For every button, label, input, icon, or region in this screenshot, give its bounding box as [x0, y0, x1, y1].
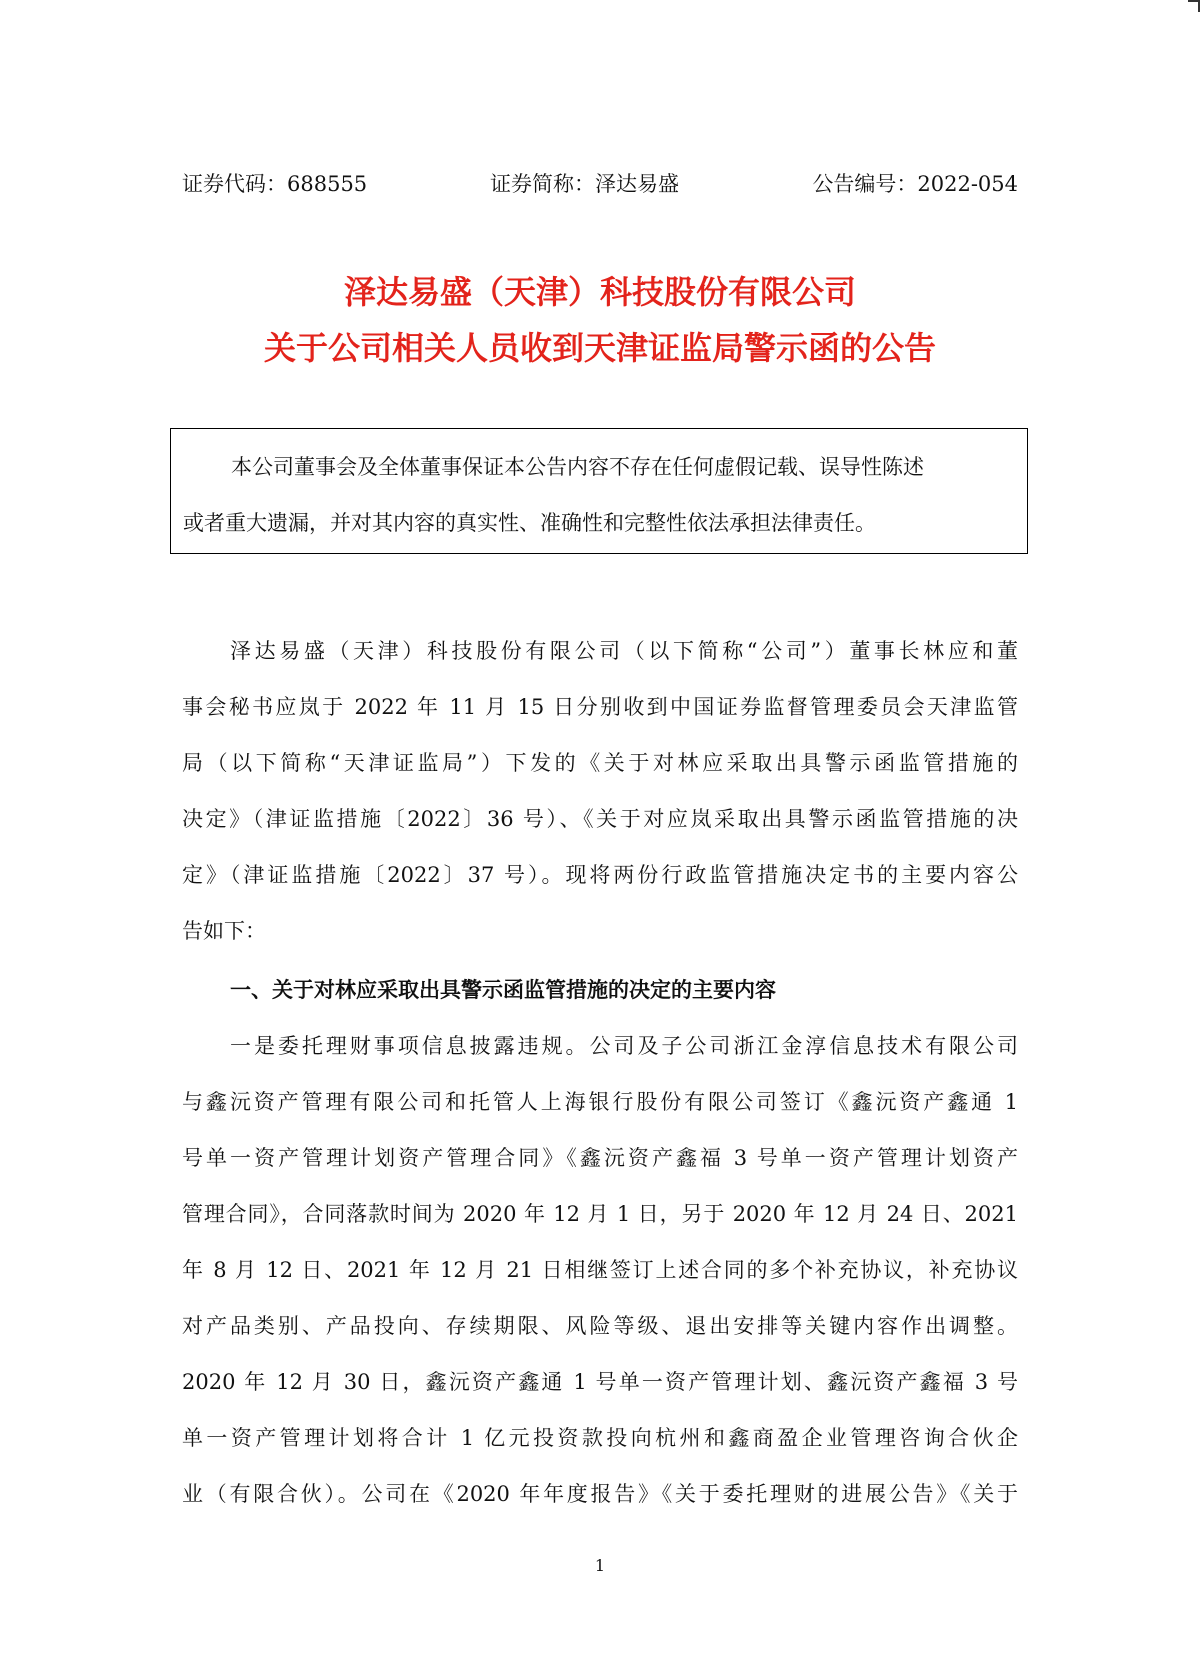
stock-abbreviation: 证券简称：泽达易盛: [490, 172, 679, 196]
stock-code: 证券代码：688555: [182, 172, 368, 196]
intro-line: 决定》（津证监措施〔2022〕36 号）、《关于对应岚采取出具警示函监管措施的决: [182, 807, 1018, 831]
notice-number: 公告编号：2022-054: [812, 172, 1018, 196]
intro-line: 事会秘书应岚于 2022 年 11 月 15 日分别收到中国证券监督管理委员会天津监管: [182, 695, 1018, 719]
statement-line: 本公司董事会及全体董事保证本公告内容不存在任何虚假记载、误导性陈述: [231, 455, 924, 479]
body-line: 号单一资产管理计划资产管理合同》《鑫沅资产鑫福 3 号单一资产管理计划资产: [182, 1146, 1018, 1170]
notice-title: 关于公司相关人员收到天津证监局警示函的公告: [263, 329, 936, 367]
body-line: 2020 年 12 月 30 日，鑫沅资产鑫通 1 号单一资产管理计划、鑫沅资产鑫福 3 号: [182, 1370, 1018, 1394]
intro-line: 泽达易盛（天津）科技股份有限公司（以下简称“公司”）董事长林应和董: [230, 639, 1018, 663]
document-header: [182, 166, 1018, 202]
body-line: 一是委托理财事项信息披露违规。公司及子公司浙江金淳信息技术有限公司: [230, 1034, 1018, 1058]
section-heading: 一、关于对林应采取出具警示函监管措施的决定的主要内容: [230, 978, 776, 1002]
page-corner-mark: [1188, 0, 1200, 12]
body-line: 年 8 月 12 日、2021 年 12 月 21 日相继签订上述合同的多个补充协议，补充协议: [182, 1258, 1018, 1282]
body-line: 管理合同》，合同落款时间为 2020 年 12 月 1 日，另于 2020 年 12 月 24 日、2021: [182, 1202, 1018, 1226]
page-number: 1: [594, 1556, 606, 1575]
intro-line: 定》（津证监措施〔2022〕37 号）。现将两份行政监管措施决定书的主要内容公: [182, 863, 1018, 887]
intro-line: 告如下：: [182, 919, 266, 943]
statement-box: [170, 428, 1028, 554]
body-line: 业（有限合伙）。公司在《2020 年年度报告》《关于委托理财的进展公告》《关于: [182, 1482, 1018, 1506]
body-line: 对产品类别、产品投向、存续期限、风险等级、退出安排等关键内容作出调整。: [182, 1314, 1018, 1338]
body-line: 单一资产管理计划将合计 1 亿元投资款投向杭州和鑫商盈企业管理咨询合伙企: [182, 1426, 1018, 1450]
intro-line: 局（以下简称“天津证监局”）下发的《关于对林应采取出具警示函监管措施的: [182, 751, 1018, 775]
statement-line: 或者重大遗漏，并对其内容的真实性、准确性和完整性依法承担法律责任。: [183, 511, 876, 535]
company-title: 泽达易盛（天津）科技股份有限公司: [343, 273, 856, 311]
body-line: 与鑫沅资产管理有限公司和托管人上海银行股份有限公司签订《鑫沅资产鑫通 1: [182, 1090, 1018, 1114]
